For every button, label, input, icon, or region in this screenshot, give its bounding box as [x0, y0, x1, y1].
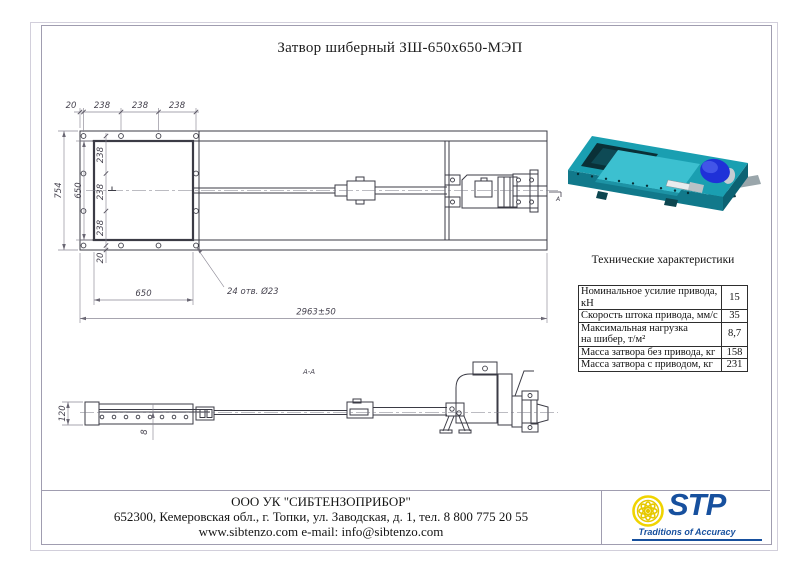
company-address: 652300, Кемеровская обл., г. Топки, ул. Заводская, д. 1, тел. 8 800 775 20 55 [113, 509, 529, 524]
spec-value: 158 [722, 346, 748, 359]
table-row [579, 310, 748, 323]
stp-emblem-icon [632, 495, 664, 527]
specs-heading: Технические характеристики [591, 254, 735, 266]
spec-value: 8,7 [722, 322, 748, 346]
table-row [579, 359, 748, 372]
stp-underline [632, 539, 762, 541]
dim-238-left-2: 238 [96, 183, 106, 201]
dim-238-top-2: 238 [131, 101, 149, 111]
dim-238-left-3: 238 [96, 219, 106, 237]
dim-238-top-3: 238 [168, 101, 186, 111]
side-view [58, 362, 558, 440]
stp-logo-text: STP [668, 487, 726, 522]
dim-120: 120 [58, 405, 68, 422]
stp-logo [602, 487, 770, 544]
spec-label: Скорость штока привода, мм/с [579, 310, 722, 323]
table-row [579, 346, 748, 359]
dim-238-top-1: 238 [93, 101, 111, 111]
dim-650-v: 650 [74, 182, 84, 199]
top-view-outline [80, 131, 561, 250]
section-letter: А [556, 196, 561, 203]
section-label: А-А [302, 368, 316, 376]
spec-value: 35 [722, 310, 748, 323]
dim-20-top: 20 [65, 101, 77, 111]
stp-tagline: Traditions of Accuracy [638, 527, 736, 537]
top-view-dimensions [54, 101, 561, 323]
spec-label: Масса затвора с приводом, кг [579, 359, 722, 372]
dim-754: 754 [54, 182, 64, 199]
dim-650-h: 650 [135, 289, 152, 299]
spec-value: 15 [722, 286, 748, 310]
company-web: www.sibtenzo.com e-mail: info@sibtenzo.com [198, 524, 444, 539]
table-row [579, 286, 748, 310]
dim-8: 8 [140, 429, 150, 435]
specs-table [578, 285, 748, 372]
dim-238-left-1: 238 [96, 146, 106, 164]
spec-label: Номинальное усилие привода, кН [579, 286, 722, 310]
spec-value: 231 [722, 359, 748, 372]
table-row [579, 322, 748, 346]
motor-side-view [456, 362, 548, 432]
dim-overall-length: 2963±50 [296, 307, 336, 318]
dim-20-left: 20 [96, 252, 106, 264]
side-view-holes [100, 415, 188, 419]
section-cut-marker [549, 192, 561, 203]
footer-band [41, 487, 770, 544]
drawing-title: Затвор шиберный ЗШ-650х650-МЭП [277, 40, 523, 56]
spec-label: Масса затвора без привода, кг [579, 346, 722, 359]
actuator-plan-view [194, 170, 547, 212]
product-render-3d [568, 136, 761, 211]
footer-company-block [41, 494, 601, 539]
holes-note: 24 отв. Ø23 [227, 287, 279, 297]
spec-label: Максимальная нагрузка на шибер, т/м² [579, 322, 722, 346]
company-name: ООО УК "СИБТЕНЗОПРИБОР" [231, 494, 411, 509]
